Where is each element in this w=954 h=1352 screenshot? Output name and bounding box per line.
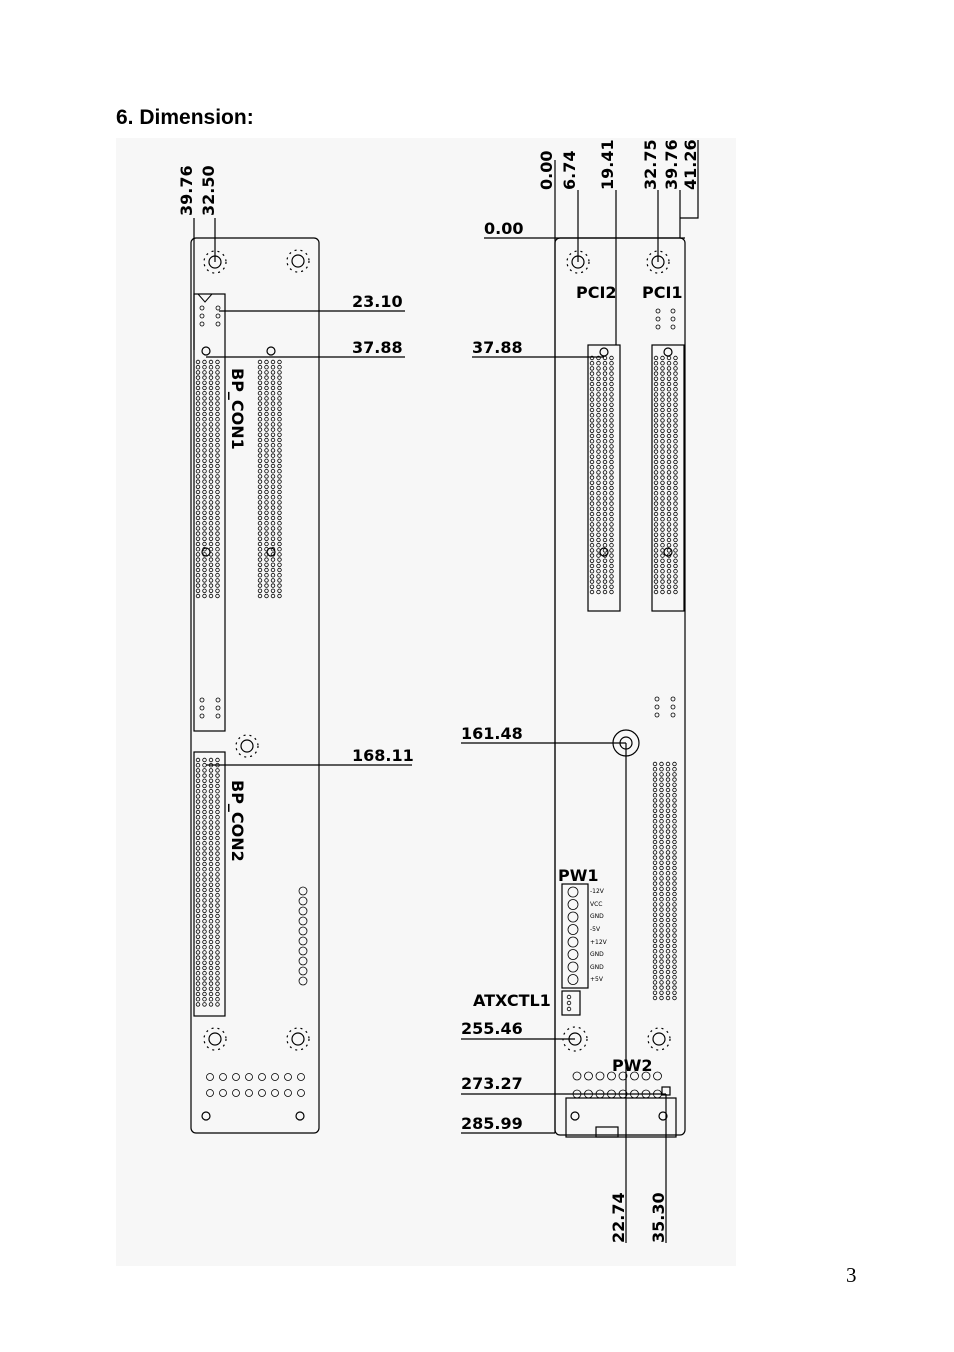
- dim-label: 23.10: [352, 292, 403, 311]
- dim-label: 19.41: [598, 139, 617, 190]
- dim-label: 0.00: [484, 219, 524, 238]
- dim-label: 39.76: [177, 165, 196, 216]
- pin-array: [200, 306, 204, 326]
- control-label: ATXCTL1: [473, 991, 551, 1010]
- pin-array: [567, 995, 571, 1011]
- dim-label: 35.30: [649, 1192, 668, 1243]
- pin-array: [299, 887, 307, 985]
- dim-label: 39.76: [662, 139, 681, 190]
- pin-array: [656, 309, 660, 329]
- dim-label: 37.88: [352, 338, 403, 357]
- section-heading: 6. Dimension:: [116, 106, 254, 129]
- pin-array: [590, 356, 613, 594]
- pci2-slot: [588, 345, 620, 611]
- pin-label: +12V: [590, 939, 607, 946]
- mounting-hole: [287, 1028, 309, 1050]
- pin-array: [207, 1074, 305, 1097]
- dim-label: 37.88: [472, 338, 523, 357]
- pin-label: +5V: [590, 976, 603, 983]
- pin-array: [671, 697, 675, 717]
- pci1-slot: [652, 345, 684, 611]
- dim-label: 285.99: [461, 1114, 523, 1133]
- pin-label: GND: [590, 964, 604, 971]
- dim-label: 255.46: [461, 1019, 523, 1038]
- left-board-outline: [191, 238, 319, 1133]
- dim-label: 273.27: [461, 1074, 523, 1093]
- mounting-hole: [648, 1028, 670, 1050]
- dim-label: 0.00: [537, 150, 556, 190]
- pin-label: -12V: [590, 888, 604, 895]
- dim-label: 41.26: [681, 139, 700, 190]
- dim-label: 161.48: [461, 724, 523, 743]
- pin-array: [568, 887, 578, 985]
- pin-label: -5V: [590, 926, 601, 933]
- connector-label: BP_CON2: [228, 780, 247, 862]
- pin-label: GND: [590, 913, 604, 920]
- slot-label: PCI2: [576, 283, 617, 302]
- page-number: 3: [846, 1263, 857, 1287]
- pin-array: [200, 698, 204, 718]
- dim-label: 32.50: [199, 165, 218, 216]
- pin-array: [216, 306, 220, 326]
- pin-array: [654, 356, 677, 594]
- pin-array: [671, 309, 675, 329]
- mounting-hole: [236, 735, 258, 757]
- pin-label: GND: [590, 951, 604, 958]
- power-label: PW2: [612, 1056, 653, 1075]
- mounting-hole: [287, 250, 309, 272]
- pin-array: [196, 360, 219, 598]
- pin-array: [655, 697, 659, 717]
- connector-label: BP_CON1: [228, 368, 247, 450]
- dim-label: 6.74: [560, 150, 579, 190]
- pin-array: [196, 758, 219, 1006]
- power-label: PW1: [558, 866, 599, 885]
- pin-array: [258, 360, 281, 598]
- dim-label: 22.74: [609, 1192, 628, 1243]
- pin-array: [653, 762, 676, 1000]
- dim-label: 32.75: [641, 139, 660, 190]
- pin-array: [216, 698, 220, 718]
- mounting-hole: [204, 1028, 226, 1050]
- slot-label: PCI1: [642, 283, 683, 302]
- pin-label: VCC: [590, 901, 603, 908]
- dim-label: 168.11: [352, 746, 414, 765]
